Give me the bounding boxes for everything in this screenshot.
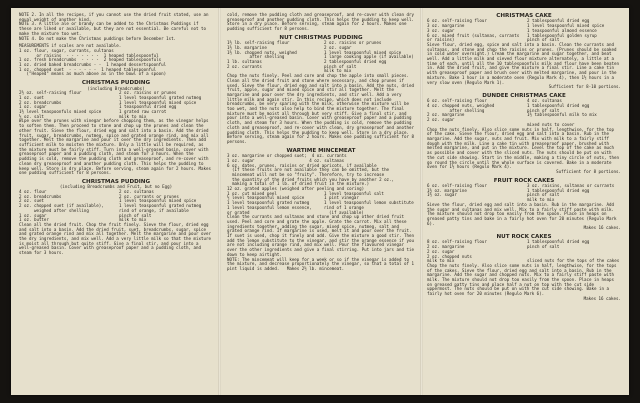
recipe-title-christmas-pudding: CHRISTMAS PUDDING bbox=[81, 80, 151, 87]
method-dundee-cake: Chop the nuts finely. Also slice some nuts in half, lengthwise, for the top of the cake. Sieve the flour, dried egg and salt into a basin. Rub in the margarine. Add the sugar, nuts and fruit. Mix with milk to a fairly stiff dough with the milk. Line a cake tin with greaseproof paper, brushed with melted margarine, and put in the mixture. Level the top of the cake as much as possible and cover with the sliced nuts. The nuts should be put on with the cut side showing. Start in the middle, making a tiny circle of nuts, then go round the circle until the whole surface is covered. Bake in a moderate oven for 1½ hours (Regulo Mark 4). bbox=[427, 126, 622, 170]
ingredients-dundee-cake bbox=[427, 99, 621, 127]
ingredients-nut-pudding bbox=[227, 41, 415, 74]
method-fruit-rock-cakes: Sieve the flour, dried egg and salt into a basin. Rub in the margarine. Add the sugar and sultanas and mix well. Mix to a fairly stiff paste with milk. The mixture should not drop too easily from the spoon. Place in heaps on greased patty tins and bake in a fairly hot oven for 20 minutes (Regulo Mark 6). bbox=[427, 201, 619, 226]
fold-crease-right bbox=[420, 8, 423, 395]
method-nut-pudding: Chop the nuts finely. Peel and core and chop the apple into small pieces. Clean all the dried fruit and stone where necessary, and chop prunes if used. Sieve the flour, dried egg and salt into a basin. Add the nuts, dried fruit, apple, sugar and mixed spice and stir all together. Melt the margarine and pour over the dry ingredients, and stir well. Add a very little milk and again stir. In this recipe, which does not include breadcrumbs, be very sparing with the milk, otherwise the mixture will be too wet, and the nuts also help to bind the mixture together. The final mixture must be moist all through but very stiff. Give a final stir, and pour into a well-greased basin. Cover with greaseproof paper and a pudding cloth, and steam for 3 hours. When the pudding is cold, remove the pudding cloth and greaseproof, and re-cover with clean, dry greaseproof and another pudding cloth. This helps the pudding to keep well. Store in a dry place. Before serving, steam again for 2 hours. Makes one pudding sufficient for 8 persons. bbox=[227, 73, 417, 144]
recipe-title-christmas-cake: CHRISTMAS CAKE bbox=[496, 13, 552, 19]
ingredients-right: 1 tablespoonful dried egg pinch of salt sliced nuts for the tops of the cakes bbox=[527, 239, 620, 264]
measurements-list: 1 oz. flour, sugar, currants, sultanas or raisins - - - - - - - 1 heaped tablespoonful 1 oz. fresh breadcrumbs - - - - 2 heaped tablespoonfuls 1 oz. dried baked breadcrumbs - - 1 heaped dessertspoonful 1 oz. chopped suet - - - - - - 1 heaped tablespoonful ("Heaped" means as much above as in the bowl of a spoon) bbox=[19, 47, 167, 77]
ingredients-fruit-rock-cakes bbox=[427, 184, 621, 203]
method-mincemeat: Clean the currants and sultanas and stone and chop up other dried fruit used. Peel and core and grate the apple. Grate the carrot. Mix all these ingredients together, adding the sugar, mixed spice, nutmeg, salt and grated orange rind. If margarine is used, melt it and pour over the fruit. If suet is used, chop it finely and add. Give the mixture a good stir. Then add the lemon substitute to the vinegar, and stir the orange essence if you are not including orange rind, and mix well. Pour the flavoured vinegar over the other ingredients and give a final stirring. Put into jars and tie down to keep airtight. bbox=[227, 214, 417, 257]
ingredients-right: 4 oz. sultanas 1 tablespoonful dried egg pinch of salt 1½ tablespoonful milk to mix mixed nuts to cover bbox=[527, 98, 597, 127]
ingredients-right: 2 oz. raisins or prunes 1 level teaspoonful grated nutmeg 1 level teaspoonful mixed spice 1 teaspoonful dried egg 1 grated raw carrot milk to mix bbox=[119, 90, 202, 119]
fold-crease-left bbox=[218, 8, 221, 395]
ingredients-nut-rock-cakes bbox=[427, 240, 621, 264]
recipe-subtitle-2: (including Breadcrumbs and Fruit, but no Egg) bbox=[59, 184, 173, 190]
recipe-title-christmas-pudding-2: CHRISTMAS PUDDING bbox=[81, 178, 151, 185]
ingredients-left: 6 oz. self-raising flour 1½ oz. margarine 1½ oz. sugar bbox=[427, 183, 487, 198]
ingredients-right: 1 level teaspoonful salt 1 pint vinegar 1 level teaspoonful lemon substitute rind of 1 orange (if available) bbox=[324, 190, 414, 215]
recipe-subtitle: (including Breadcrumbs) bbox=[87, 85, 145, 91]
ingredients-left: 6 oz. self-raising flour 4 oz. chopped nuts, weighed after shelling 2 oz. margarine 2 oz. sugar bbox=[427, 98, 495, 123]
column-right bbox=[427, 13, 621, 391]
method-nut-rock-cakes: Chop the nuts finely. Also slice some nuts in half, lengthwise, for the tops of the cakes. Sieve the flour, dried egg and salt into a basin. Rub in the margarine. Add the sugar and chopped nuts. Mix to a fairly stiff paste with milk. The mixture should not drop too easily from the spoon. Place in heaps on greased patty tins and place half a nut on top with the cut side uppermost. The nuts should be put on with the cut side showing. Bake in a fairly hot oven for 20 minutes (Regulo Mark 6). bbox=[427, 262, 619, 297]
column-left bbox=[19, 13, 213, 391]
recipe-title-dundee-cake: DUNDEE CHRISTMAS CAKE bbox=[482, 92, 566, 99]
recipe-leaflet bbox=[11, 8, 629, 395]
ingredients-right: 2 oz. raisins or prunes 2 oz. sugar 1 level teaspoonful mixed spice 1 large cooking apple (if available) 2 tablespoonful dried egg pinch of salt milk to mix bbox=[324, 40, 414, 74]
note-2: NOTE 2. In all the recipes, if you cannot use the dried fruit stated, use an equal weight of another kind. bbox=[19, 12, 211, 22]
column-middle bbox=[227, 13, 415, 391]
yield-christmas-cake: Sufficient for 8-10 portions. bbox=[548, 84, 621, 90]
ingredients-left: 1½ lb. self-raising flour 1½ lb. margarine 1½ lb. chopped nuts, weighed after shelling 1 lb. sultanas 2 oz. currants bbox=[227, 40, 297, 69]
measurements-title: MEASUREMENTS if scales are not available. bbox=[19, 43, 122, 49]
note-mincemeat: NOTE: The mincemeat will keep for a week or so if the vinegar is added to the mixture, and decrease proportionately the vinegar, so that a total of 1 pint liquid is added. Makes 2½ lb. mincemeat. bbox=[227, 256, 417, 271]
recipe-title-nut-christmas-pudding: NUT CHRISTMAS PUDDING bbox=[279, 34, 363, 41]
ingredients-left: 2½ oz. self-raising flour 1 oz. suet 2 oz. breadcrumbs 1 oz. sugar 1½ level teaspoonfuls mixed spice ½ oz. salt bbox=[19, 90, 102, 119]
continued-text: cold, remove the pudding cloth and greaseproof, and re-cover with clean dry greaseproof and another pudding cloth. This helps the pudding to keep well. Store in a dry place. Before serving, steam again for 2 hours. Makes one pudding sufficient for 8 persons. bbox=[227, 12, 417, 32]
ingredients-christmas-pudding-2 bbox=[19, 190, 213, 223]
recipe-title-fruit-rock-cakes: FRUIT ROCK CAKES bbox=[493, 177, 555, 184]
note-4: NOTE 4. Do not make the Christmas puddings before December 1st. bbox=[19, 35, 177, 41]
method-christmas-pudding: Wipe over the prunes with vinegar before chopping them, as the vinegar helps to soften them. Then proceed to stone and chop up the prunes and clean the other fruit. Sieve the flour, dried egg and salt into a basin. Add the dried fruit, sugar, breadcrumbs, nutmeg, spice and grated orange rind, and mix all together. Melt the margarine and pour it over the dry ingredients. Then add sufficient milk to moisten the mixture. Only a little will be required, as the mixture must be fairly stiff. Turn into a well-greased basin, cover with greaseproof paper and a pudding cloth, and steam for 3 hours. When the pudding is cold, remove the pudding cloth and greaseproof, and re-cover with clean dry greaseproof and another pudding cloth. This helps the pudding to keep well. Store in dry place. Before serving, steam again for 2 hours. Makes one pudding sufficient for 8 persons. bbox=[19, 118, 214, 176]
ingredients-right: 2 oz. sultanas 2 oz. currants or prunes 1 level teaspoonful mixed spice 1 level teaspoonful grated nutmeg rind of orange, if available pinch of salt milk to mix bbox=[119, 189, 202, 223]
ingredients-christmas-pudding bbox=[19, 91, 213, 119]
ingredients-right: 3 oz. raisins, sultanas or currants 1 tablespoonful dried egg pinch of salt milk to mix bbox=[527, 183, 615, 203]
method-christmas-cake: Sieve flour, dried egg, spice and salt into a basin. Clean the currants and sultanas, and stone and chop the raisins or prunes. (Prunes should be soaked in cold water overnight.) Cream the margarine and sugar together, and beat well. Add a little milk and sieved flour mixture alternately, a little at a time of each, until all the 10 tablespoonfuls milk and flour have been beaten in. Add the dried fruit, and give the mixture a final stir. Line a cake tin with greaseproof paper and brush over with melted margarine, and pour in the mixture. Bake 1 hour in a moderate oven (Regulo Mark 4), then 1½ hours in a very slow oven (Regulo Mark 1). bbox=[427, 41, 622, 85]
method-christmas-pudding-2: Clean all the dried fruit. Chop the fruit finely. Sieve the flour, dried egg and salt into a basin. Add the dried fruit, suet, breadcrumbs, sugar, spice and grated orange rind and mix all together. Melt the margarine and pour over the dry ingredients, and mix well. Add a very little milk so that the mixture is moist all through but quite stiff. Give a final stir, and pour into a well-greased basin. Cover with greaseproof paper and a pudding cloth, and steam for 3 hours. bbox=[19, 221, 214, 256]
ingredients-left: 6 oz. self-raising flour 3 oz. margarine 3 oz. sugar 6 oz. mixed fruit (sultanas, currants or raisins) bbox=[427, 18, 520, 43]
ingredients-left: 4 oz. flour 2 oz. breadcrumbs 2 oz. suet 2 oz. chopped suet (if available), weighed after shelling 1 oz. sugar 1 oz. butter bbox=[19, 189, 104, 223]
yield-fruit-rock-cakes: Makes 16 cakes. bbox=[583, 225, 621, 231]
ingredients-mincemeat bbox=[227, 192, 415, 216]
ingredients-christmas-cake bbox=[427, 19, 621, 43]
ingredients-right: 2 tablespoonful dried egg 1 level teaspoonful mixed spice 1 teaspoonful almond essence 1 tablespoonful golden syrup pinch of salt bbox=[527, 18, 605, 43]
ingredients-mincemeat-top: 3 oz. margarine or chopped suet; 4 oz. currants 1 oz. sugar 4 oz. sultanas 6 oz. dates, prunes, raisins or dried apricots, if available (If these fruits are not available they can be omitted, but the mincemeat will not be so "fruity". Therefore, try to increase the quantity of the dried fruits which you have by another 2 oz., making a total of 1 lb. of dried fruit in the mixture.) 12 oz. grated apples (weighed after peeling and coring) bbox=[227, 153, 395, 192]
recipe-title-wartime-mincemeat: WARTIME MINCEMEAT bbox=[286, 147, 356, 154]
ingredients-left: 8 oz. self-raising flour 2 oz. margarine 2 oz. sugar 2 oz. chopped nuts milk to mix bbox=[427, 239, 487, 264]
yield-nut-rock-cakes: Makes 16 cakes. bbox=[583, 295, 621, 301]
yield-dundee-cake: Sufficient for 8 portions. bbox=[556, 168, 621, 174]
note-3: NOTE 3. A little ale or brandy can be added to the Christmas Puddings if these are liked or available, but they are not essential. Be careful not to make the mixture too wet. bbox=[19, 21, 209, 36]
ingredients-left: 1 oz. cut mixed peel ½ level teaspoonful mixed spice 1 level teaspoonful grated nutmeg 1 level teaspoonful lemon essence, or grated bbox=[227, 190, 312, 215]
recipe-title-nut-rock-cakes: NUT ROCK CAKES bbox=[496, 234, 552, 241]
